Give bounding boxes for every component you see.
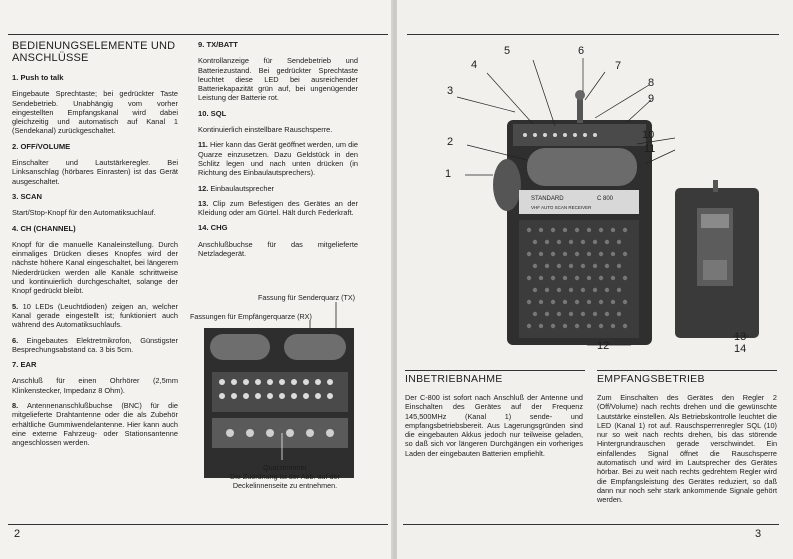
section-heading: 9. TX/BATT <box>198 40 238 49</box>
section-heading: 3. SCAN <box>12 191 42 201</box>
radio-model: C 800 <box>597 196 614 202</box>
heading-empfangsbetrieb: EMPFANGSBETRIEB <box>597 373 705 385</box>
section-heading: 1. Push to talk <box>12 73 64 82</box>
section-text: Knopf für die manuelle Kanaleinstellung. Durch einmaliges Drücken dieses Knopfes wird der nächste höhere Kanal eingeschaltet, bei längerem Niederdrücken werden alle Kanäle schrittweise und kontinuierlich durchgeschaltet, solange der Knopf gedrückt bleibt. <box>12 239 178 296</box>
right-page <box>397 0 793 559</box>
section-text: Start/Stop-Knopf für den Automatiksuchlauf. <box>12 208 156 218</box>
volume-knob <box>493 159 521 211</box>
callout-1: 1 <box>445 168 452 180</box>
controls-list-1 <box>12 73 178 448</box>
radio-brand: STANDARD <box>531 196 564 202</box>
page-number-right: 3 <box>755 528 762 540</box>
section-number: 6. <box>12 335 27 345</box>
section-text: 13. Clip zum Befestigen des Gerätes an der Kleidung oder am Gürtel. Hält durch Federkraft. <box>198 198 358 218</box>
section-text: Kontrollanzeige für Sendebetrieb und Batteriezustand. Bei gedrückter Sprechtaste leuchtet diese LED bei ausreichender Batteriekapazität grün auf, bei ungenügender Leistung der Batterie rot. <box>198 56 358 103</box>
section-heading: 10. SQL <box>198 108 227 118</box>
callout-13: 13 <box>734 331 747 343</box>
callout-5: 5 <box>504 45 511 57</box>
fig-caption-2: Die Zuordnung ist der Abb. auf der <box>230 472 340 481</box>
section-text: 11. Hier kann das Gerät geöffnet werden, um die Quarze einzusetzen. Dazu Geldstück in den Schlitz legen und nach unten drücken (in Richtung des Einbaulautsprechers). <box>198 140 358 178</box>
fig-caption-3: Deckelinnenseite zu entnehmen. <box>232 481 338 490</box>
callout-8: 8 <box>648 77 655 89</box>
section-heading: 14. CHG <box>198 223 228 233</box>
section-heading: 7. EAR <box>12 360 37 370</box>
rule-inbetrieb <box>405 370 585 371</box>
callout-7: 7 <box>615 60 622 72</box>
callout-2: 2 <box>447 136 454 148</box>
callout-11: 11 <box>644 143 656 155</box>
section-number: 11. <box>198 140 211 150</box>
top-rule <box>8 34 388 35</box>
heading-inbetriebnahme: INBETRIEBNAHME <box>405 373 503 385</box>
right-column <box>198 40 358 264</box>
section-number: 8. <box>12 401 28 411</box>
left-column <box>12 40 178 454</box>
rule-empfang <box>597 370 777 371</box>
left-page <box>0 0 393 559</box>
callout-3: 3 <box>447 85 454 97</box>
text-empfangsbetrieb: Zum Einschalten des Gerätes den Regler 2 (Off/Volume) nach rechts drehen und die gewünschte Lautstärke einstellen. Als Betriebskontrolle leuchtet die LED (Kanal 1) rot auf. Rauschsperrenregler SQL (10) nur so weit nach rechts drehen, bis das störende Hintergrundrauschen gerade verschwindet. Ein einfallendes Signal öffnet die Rauschsperre automatisch und wird im Lautsprecher des Gerätes hörbar. Bei zu weit nach rechts gedrehtem Regler wird die Empfangsleistung des Gerätes reduziert, so daß dann nur noch sehr stark ankommende Signale gehört werden. <box>597 393 777 505</box>
section-heading: 4. CH (CHANNEL) <box>12 223 76 233</box>
section-heading: 2. OFF/VOLUME <box>12 141 71 151</box>
section-number: 13. <box>198 198 213 208</box>
callout-6: 6 <box>578 45 585 57</box>
callout-14: 14 <box>734 343 747 355</box>
section-text: Anschluß für einen Ohrhörer (2,5mm Klinkenstecker, Impedanz 8 Ohm). <box>12 376 178 395</box>
section-text: Kontinuierlich einstellbare Rauschsperre. <box>198 125 333 135</box>
radio-illustration <box>437 40 787 360</box>
section-text: 12. Einbaulautsprecher <box>198 183 275 193</box>
fig-caption-1: Quarztrimmer <box>263 463 307 472</box>
callout-4: 4 <box>471 59 478 71</box>
section-text: Eingebaute Sprechtaste; bei gedrückter Taste Sendebetrieb. Unabhängig vom vorher eingestellten Empfangskanal wird dabei gleichzeitig und automatisch auf Kanal 1 (Sendekanal) zurückgeschaltet. <box>12 89 178 136</box>
section-number: 5. <box>12 301 23 311</box>
radio-subtitle: VHF AUTO SCAN RECEIVER <box>531 205 592 210</box>
section-text: 8. Antennenanschlußbuchse (BNC) für die mitgelieferte Drahtantenne oder die als Zubehör erhältliche Gummiwendelantenne. Hier kann auch eine externe Fahrzeug- oder Stationsantenne angeschlossen werden. <box>12 401 179 448</box>
section-text: 5. 10 LEDs (Leuchtdioden) zeigen an, welcher Kanal gerade eingestellt ist; funktioniert auch während des Automatiksuchlaufs. <box>12 301 179 330</box>
bottom-rule-right <box>403 524 779 525</box>
callout-9: 9 <box>648 93 655 105</box>
bottom-rule <box>8 524 388 525</box>
section-text: Einschalter und Lautstärkeregler. Bei Linksanschlag (hörbares Einrasten) ist das Gerät ausgeschaltet. <box>12 158 178 186</box>
callout-12: 12 <box>597 340 610 352</box>
controls-list-2 <box>198 40 358 258</box>
top-rule-right <box>407 34 779 35</box>
section-number: 12. <box>198 183 211 193</box>
fig-label-tx: Fassung für Senderquarz (TX) <box>258 293 356 302</box>
crystal-compartment-figure <box>200 300 360 480</box>
page-number-left: 2 <box>14 528 21 540</box>
section-text: Anschlußbuchse für das mitgelieferte Netzladegerät. <box>198 239 358 259</box>
section-text: 6. Eingebautes Elektretmikrofon, Günstigster Besprechungsabstand ca. 3 bis 5cm. <box>12 335 179 354</box>
fig-label-rx: Fassungen für Empfängerquarze (RX) <box>190 312 312 321</box>
page-title: BEDIENUNGSELEMENTE UND ANSCHLÜSSE <box>12 40 176 64</box>
callout-10: 10 <box>642 129 655 141</box>
text-inbetriebnahme: Der C-800 ist sofort nach Anschluß der Antenne und Einschalten des Gerätes auf der Frequenz 145,500MHz (Kanal 1) sende- und empfangsbetriebsbereit. Aus Lagerungsgründen sind die eingebauten Akkus jedoch nur teilweise geladen, so daß sich vor längeren Durchgängen ein vorheriges Laden der eingebauten Batterien empfiehlt. <box>405 393 583 458</box>
